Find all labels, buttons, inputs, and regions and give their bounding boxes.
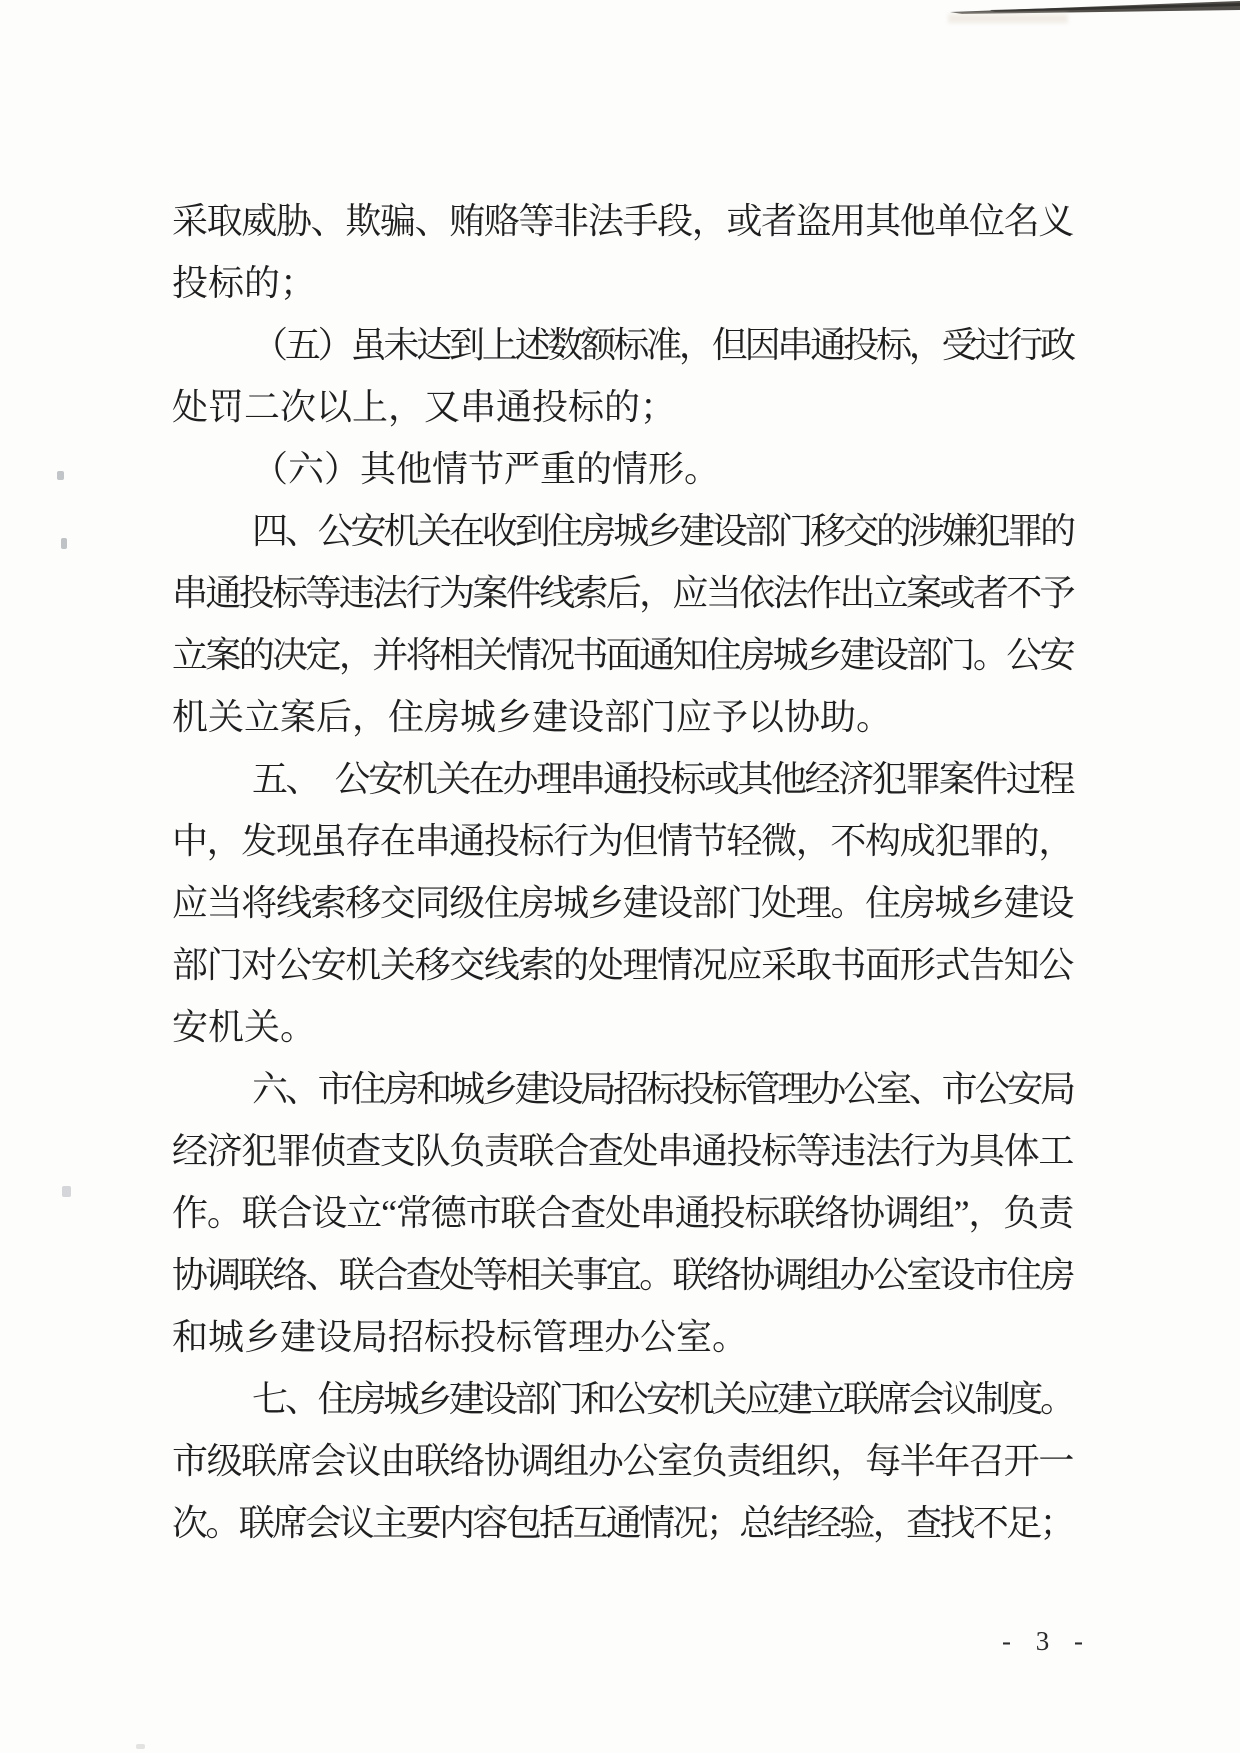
text-line-content: 协调联络、联合查处等相关事宜。联络协调组办公室设市住房	[172, 1255, 1073, 1295]
text-line-content: 六、市住房和城乡建设局招标投标管理办公室、市公安局	[252, 1069, 1073, 1109]
text-line-content: 和城乡建设局招标投标管理办公室。	[172, 1317, 749, 1357]
text-line	[172, 376, 1112, 438]
text-line-content: 作。联合设立“常德市联合查处串通投标联络协调组”，负责	[172, 1193, 1073, 1233]
text-line	[172, 252, 1112, 314]
scan-artifact-smudge	[948, 14, 1068, 23]
text-line	[172, 1430, 1112, 1492]
text-line	[172, 996, 1112, 1058]
text-line-content: 部门对公安机关移交线索的处理情况应采取书面形式告知公	[172, 945, 1073, 985]
text-line-content: 四、公安机关在收到住房城乡建设部门移交的涉嫌犯罪的	[252, 511, 1073, 551]
text-line-content: 采取威胁、欺骗、贿赂等非法手段，或者盗用其他单位名义	[172, 201, 1073, 241]
text-line	[172, 1120, 1112, 1182]
text-line-content: 经济犯罪侦查支队负责联合查处串通投标等违法行为具体工	[172, 1131, 1073, 1171]
text-line	[172, 810, 1112, 872]
scan-speck	[62, 1186, 71, 1197]
text-line-content: 七、住房城乡建设部门和公安机关应建立联席会议制度。	[252, 1379, 1073, 1419]
text-line-content: （五）虽未达到上述数额标准，但因串通投标，受过行政	[252, 325, 1073, 365]
text-line	[172, 624, 1112, 686]
text-line	[172, 190, 1112, 252]
text-line-content: 五、 公安机关在办理串通投标或其他经济犯罪案件过程	[252, 759, 1073, 799]
text-line	[172, 872, 1112, 934]
text-line	[172, 1182, 1112, 1244]
text-line	[172, 1244, 1112, 1306]
scan-speck	[61, 538, 67, 549]
text-line	[172, 748, 1112, 810]
text-line	[172, 1058, 1112, 1120]
text-line	[172, 500, 1112, 562]
text-line	[172, 1492, 1112, 1554]
text-line-content: （六）其他情节严重的情形。	[252, 449, 721, 489]
text-line-content: 机关立案后，住房城乡建设部门应予以协助。	[172, 697, 893, 737]
text-line-content: 中，发现虽存在串通投标行为但情节轻微，不构成犯罪的，	[172, 821, 1073, 861]
text-line-content: 投标的；	[172, 263, 317, 303]
text-line-content: 立案的决定，并将相关情况书面通知住房城乡建设部门。公安	[172, 635, 1073, 675]
text-line	[172, 314, 1112, 376]
text-line-content: 次。联席会议主要内容包括互通情况；总结经验，查找不足；	[172, 1503, 1073, 1543]
text-line	[172, 934, 1112, 996]
scan-speck	[57, 471, 64, 480]
text-line-content: 市级联席会议由联络协调组办公室负责组织，每半年召开一	[172, 1441, 1073, 1481]
text-line	[172, 562, 1112, 624]
text-line	[172, 1306, 1112, 1368]
scan-speck	[136, 1744, 145, 1749]
text-line	[172, 438, 1112, 500]
text-line-content: 应当将线索移交同级住房城乡建设部门处理。住房城乡建设	[172, 883, 1073, 923]
document-body	[172, 190, 1112, 1554]
text-line-content: 安机关。	[172, 1007, 317, 1047]
text-line-content: 处罚二次以上，又串通投标的；	[172, 387, 677, 427]
text-line	[172, 686, 1112, 748]
text-line	[172, 1368, 1112, 1430]
page-number: - 3 -	[1002, 1626, 1092, 1656]
text-line-content: 串通投标等违法行为案件线索后，应当依法作出立案或者不予	[172, 573, 1073, 613]
